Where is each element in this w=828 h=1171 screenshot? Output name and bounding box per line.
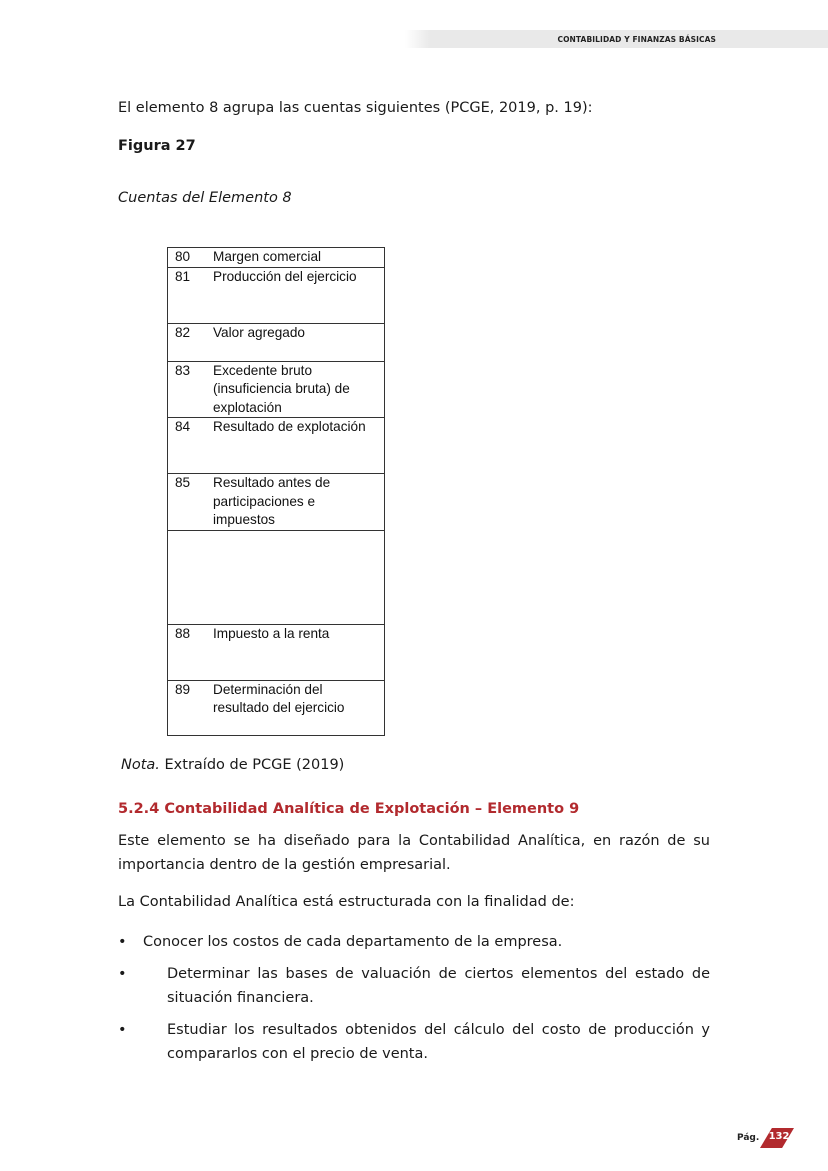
account-code: 88 — [175, 625, 191, 641]
account-label: Resultado de explotación — [213, 419, 366, 434]
account-code: 85 — [175, 475, 191, 490]
intro-paragraph: El elemento 8 agrupa las cuentas siguientes (PCGE, 2019, p. 19): — [118, 100, 593, 116]
account-label: Determinación del resultado del ejercicio — [213, 681, 345, 715]
account-label: Resultado antes de participaciones e impuestos — [213, 475, 331, 527]
bullet-icon: • — [118, 966, 127, 982]
table-row — [168, 323, 385, 361]
page-number: 132 — [768, 1131, 790, 1142]
figure-note — [121, 757, 344, 773]
section-heading: 5.2.4 Contabilidad Analítica de Explotación – Elemento 9 — [118, 801, 580, 817]
account-code: 82 — [175, 324, 191, 340]
table-row — [168, 624, 385, 680]
table-row — [168, 474, 385, 531]
account-code: 84 — [175, 419, 191, 434]
note-text: Extraído de PCGE (2019) — [159, 757, 345, 773]
section-paragraph-2: La Contabilidad Analítica está estructurada con la finalidad de: — [118, 894, 575, 910]
table-row-empty — [168, 530, 385, 624]
figure-caption: Cuentas del Elemento 8 — [118, 190, 292, 206]
note-prefix: Nota. — [121, 757, 160, 773]
account-label: Margen comercial — [213, 249, 322, 264]
table-row — [168, 361, 385, 418]
list-item — [118, 930, 710, 954]
list-item — [118, 1018, 710, 1066]
list-item-text: Determinar las bases de valuación de ciertos elementos del estado de situación financiera. — [167, 966, 710, 1006]
table-row — [168, 680, 385, 735]
account-label: Impuesto a la renta — [213, 625, 330, 641]
list-item-text: Estudiar los resultados obtenidos del cálculo del costo de producción y compararlos con el precio de venta. — [167, 1022, 710, 1062]
account-label: Excedente bruto (insuficiencia bruta) de explotación — [213, 362, 350, 415]
table-row — [168, 267, 385, 323]
list-item-text: Conocer los costos de cada departamento de la empresa. — [143, 934, 563, 950]
page-label: Pág. — [737, 1133, 760, 1143]
account-label — [213, 530, 385, 624]
accounts-table — [167, 247, 385, 736]
table-row — [168, 248, 385, 268]
table-row — [168, 418, 385, 474]
list-item — [118, 962, 710, 1010]
section-paragraph-1: Este elemento se ha diseñado para la Contabilidad Analítica, en razón de su importancia dentro de la gestión empresarial. — [118, 833, 710, 873]
figure-label: Figura 27 — [118, 138, 196, 154]
account-code — [168, 530, 214, 624]
account-code: 89 — [175, 681, 191, 697]
account-code: 80 — [175, 249, 191, 264]
bullet-icon: • — [118, 934, 127, 950]
account-label: Producción del ejercicio — [213, 268, 357, 284]
bullet-list — [118, 930, 710, 1066]
account-code: 83 — [175, 362, 191, 378]
running-header: CONTABILIDAD Y FINANZAS BÁSICAS — [557, 35, 716, 44]
bullet-icon: • — [118, 1022, 127, 1038]
account-code: 81 — [175, 268, 191, 284]
account-label: Valor agregado — [213, 324, 305, 340]
